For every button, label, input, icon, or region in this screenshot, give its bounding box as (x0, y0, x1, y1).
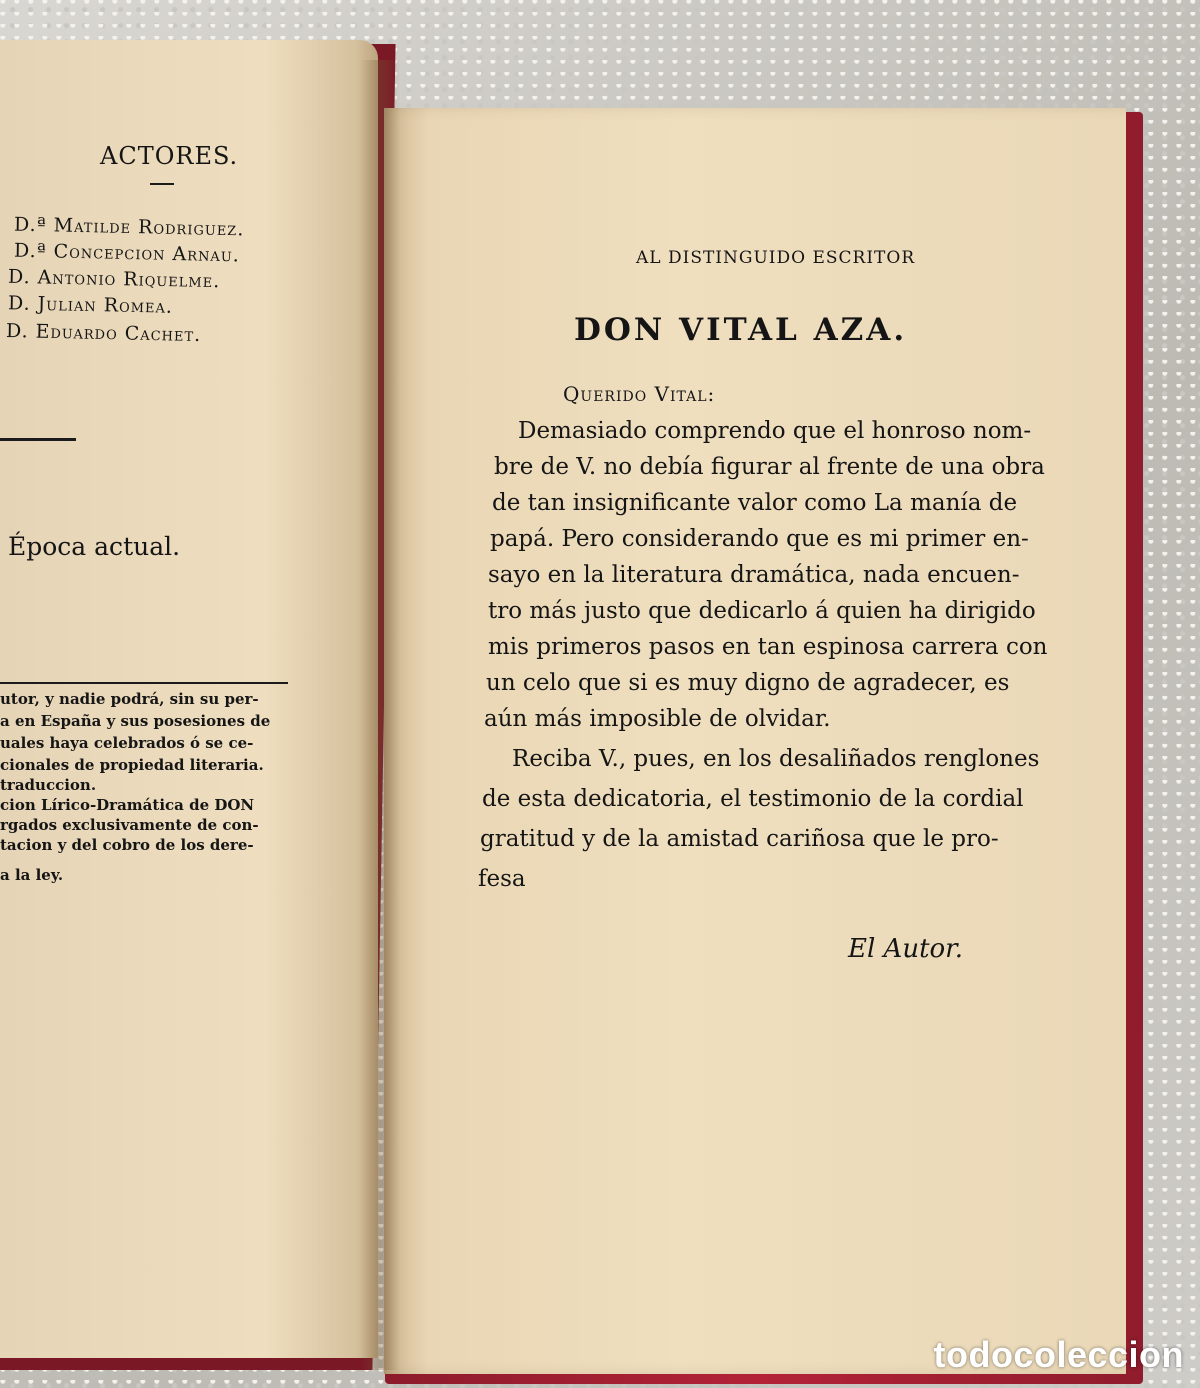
body-line-11: de esta dedicatoria, el testimonio de la cordial (482, 786, 1024, 812)
cast-item-1: D.ª Matilde Rodriguez. (13, 213, 245, 241)
body-line-10: Reciba V., pues, en los desaliñados renglones (512, 746, 1040, 772)
dedication-line: AL DISTINGUIDO ESCRITOR (636, 248, 916, 268)
legal-line-8: tacion y del cobro de los dere- (0, 836, 254, 854)
legal-line-3: uales haya celebrados ó se ce- (0, 734, 254, 752)
right-page (384, 108, 1126, 1374)
legal-line-9: a la ley. (0, 866, 64, 884)
legal-line-5: traduccion. (0, 776, 97, 794)
body-line-6: tro más justo que dedicarlo á quien ha dirigido (488, 598, 1036, 624)
body-line-4: papá. Pero considerando que es mi primer en- (490, 526, 1029, 552)
legal-rule (0, 682, 288, 684)
body-line-13: fesa (478, 866, 526, 892)
epoch-text: Época actual. (8, 532, 181, 561)
legal-line-2: a en España y sus posesiones de (0, 712, 271, 730)
cast-item-4: D. Julian Romea. (7, 292, 174, 318)
body-line-7: mis primeros pasos en tan espinosa carrera con (488, 634, 1048, 660)
body-line-12: gratitud y de la amistad cariñosa que le pro- (480, 826, 999, 852)
cast-item-2: D.ª Concepcion Arnau. (13, 239, 241, 267)
body-line-8: un celo que si es muy digno de agradecer, es (486, 670, 1010, 696)
heading-dash (150, 183, 174, 185)
body-line-5: sayo en la literatura dramática, nada encuen- (488, 562, 1020, 588)
cast-item-3: D. Antonio Riquelme. (7, 265, 221, 293)
legal-line-1: utor, y nadie podrá, sin su per- (0, 690, 259, 708)
left-page-rule (0, 438, 76, 441)
watermark-logo: todocoleccion (933, 1334, 1184, 1375)
cast-item-5: D. Eduardo Cachet. (5, 319, 202, 347)
legal-line-7: rgados exclusivamente de con- (0, 816, 259, 834)
legal-line-6: cion Lírico-Dramática de DON (0, 796, 255, 814)
book-gutter (360, 60, 400, 1370)
body-line-3: de tan insignificante valor como La manía de (492, 490, 1018, 516)
salutation: Querido Vital: (563, 382, 716, 406)
legal-line-4: cionales de propiedad literaria. (0, 756, 264, 774)
dedicatee-title: DON VITAL AZA. (574, 312, 908, 348)
body-line-2: bre de V. no debía figurar al frente de una obra (494, 454, 1045, 480)
author-signature: El Autor. (848, 934, 964, 964)
body-line-9: aún más imposible de olvidar. (484, 706, 831, 732)
body-line-1: Demasiado comprendo que el honroso nom- (518, 418, 1032, 444)
actors-heading: ACTORES. (100, 142, 239, 170)
